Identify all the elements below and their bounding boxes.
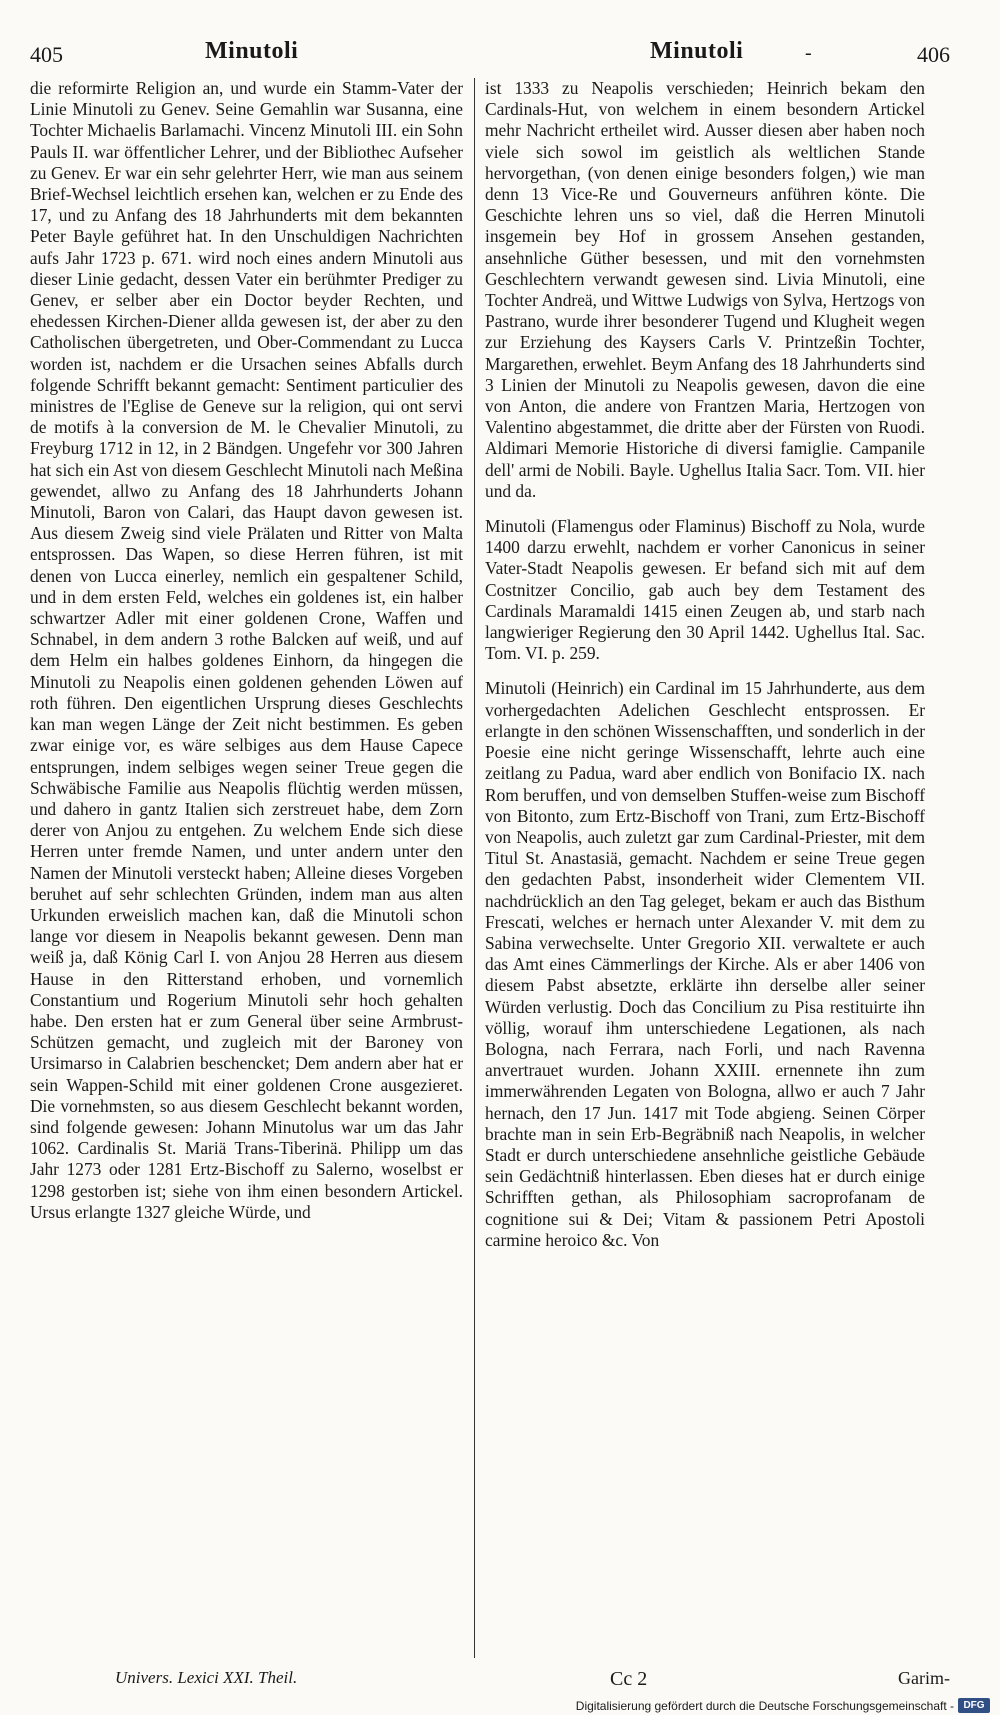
left-column (30, 78, 463, 1658)
entry-minutoli-heinrich: Minutoli (Heinrich) ein Cardinal im 15 Jahrhunderte, aus dem vorhergedachten Adelichen Geschlecht entsprossen. Er erlangte in den schönen Wissenschafften, und sonderlich in der Poesie eine nicht geringe Wissenschafft, lehrte auch eine zeitlang zu Padua, ward aber endlich von Bonifacio IX. nach Rom beruffen, und von demselben Stuffen-weise zum Bischoff von Bitonto, zum Ertz-Bischoff von Trani, zum Ertz-Bischoff von Neapolis, auch zuletzt gar zum Cardinal-Priester, mit dem Titul St. Anastasiä, gemacht. Nachdem er seine Treue gegen den gedachten Pabst, insonderheit wider Clementem VII. nachdrücklich an den Tag geleget, bekam er auch das Bisthum Frescati, welches er hernach unter Alexander V. mit dem zu Sabina verwechselte. Unter Gregorio XII. verwaltete er auch das Amt eines Cämmerlings der Kirche. Als er aber 1406 von diesem Pabst absetzte, erklärte ihn derselbe aller seiner Würden verlustig. Doch das Concilium zu Pisa restituirte ihn völlig, worauf ihm unterschiedene Legationen, als nach Bologna, nach Ferrara, nach Forli, und nach Ravenna anvertrauet wurden. Johann XXIII. ernennete ihn zum immerwährenden Legaten von Bologna, allwo er auch 7 Jahr hernach, den 17 Jun. 1417 mit Tode abgieng. Seinen Cörper brachte man in sein Erb-Begräbniß nach Neapolis, in welcher Stadt er durch unterschiedene ansehnliche geistliche Gebäude sein Gedächtniß hinterlassen. Eben dieses hat er durch einige Schrifften gethan, als Philosophiam sacroprofanam de cognitione sui & Dei; Vitam & passionem Petri Apostoli carmine heroico &c. Von (485, 678, 925, 1250)
volume-signature: Univers. Lexici XXI. Theil. (115, 1668, 298, 1687)
left-paragraph-1: die reformirte Religion an, und wurde ein Stamm-Vater der Linie Minutoli zu Genev. Seine Gemahlin war Susanna, eine Tochter Michaelis Barlamachi. Vincenz Minutoli III. ein Sohn Pauls II. war öffentlicher Lehrer, und der Bibliothec Aufseher zu Genev. Er war ein sehr gelehrter Herr, wie man aus seinem Brief-Wechsel leichtlich ersehen kan, welchen er zu Ende des 17, und zu Anfang des 18 Jahrhunderts mit dem bekannten Peter Bayle geführet hat. In den Unschuldigen Nachrichten aufs Jahr 1723 p. 671. wird noch eines andern Minutoli aus dieser Linie gedacht, dessen Vater ein berühmter Prediger zu Genev, er selber aber ein Doctor beyder Rechten, und ehedessen Kirchen-Diener allda gewesen ist, der aber zu den Catholischen übergetreten, und Ober-Commendant zu Lucca worden ist, nachdem er die Ursachen seines Abfalls durch folgende Schrifft bekannt gemacht: Sentiment particulier des ministres de l'Eglise de Geneve sur la religion, qui ont servi de motifs à la conversion de M. le Chevalier Minutoli, zu Freyburg 1712 in 12, in 2 Bändgen. Ungefehr vor 300 Jahren hat sich ein Ast von diesem Geschlecht Minutoli nach Meßina gewendet, allwo zu Anfang des 18 Jahrhunderts Johann Minutoli, Baron von Calari, das Haupt davon gewesen ist. Aus diesem Zweig sind viele Prälaten und Ritter von Malta entsprossen. Das Wapen, so diese Herren führen, ist mit denen von Lucca einerley, nemlich ein gespaltener Schild, und in dem ersten Feld, welches ein goldenes ist, ein halber schwartzer Adler mit einer goldenen Crone, Waffen und Schnabel, in dem andern 3 rothe Balcken auf weiß, und auf dem Helm ein halbes goldenes Einhorn, da hingegen die Minutoli zu Neapolis einen goldenen gehenden Löwen auf roth führen. Den eigentlichen Ursprung dieses Geschlechts kan man wegen Länge der Zeit nicht bestimmen. Es geben zwar einige vor, es wäre selbiges aus dem Hause Capece entsprungen, indem selbiges wegen seiner Treue gegen die Schwäbische Familie aus Neapolis flüchtig werden müssen, und dahero in gantz Italien sich zerstreuet habe, dem Zorn derer von Anjou zu entgehen. Zu welchem Ende sich diese Herren unter fremde Namen, und unter andern unter den Namen der Minutoli versteckt haben; Alleine dieses Vorgeben beruhet auf sehr schlechten Gründen, indem man aus alten Urkunden erweislich machen kan, daß die Minutoli schon lange vor diesem in Neapolis bekannt gewesen. Denn man weiß ja, daß König Carl I. von Anjou 28 Herren aus diesem Hause in den Ritterstand erhoben, und vornemlich Constantium und Rogerium Minutoli sehr hoch gehalten habe. Den ersten hat er zum General über seine Armbrust-Schützen gemacht, und zugleich mit der Baroney von Ursimarso in Calabrien beschencket; Dem andern aber hat er sein Wappen-Schild mit einer goldenen Crone ausgezieret. Die vornehmsten, so aus diesem Geschlecht bekannt worden, sind folgende gewesen: Johann Minutolus war um das Jahr 1062. Cardinalis St. Mariä Trans-Tiberinä. Philipp um das Jahr 1273 oder 1281 Ertz-Bischoff zu Salerno, woselbst er 1298 gestorben ist; siehe von ihm einen besondern Artickel. Ursus erlangte 1327 gleiche Würde, und (30, 78, 463, 1222)
page-footer (30, 1668, 950, 1698)
right-paragraph-1: ist 1333 zu Neapolis verschieden; Heinrich bekam den Cardinals-Hut, von welchem in einem besondern Artickel mehr Nachricht ertheilet wird. Ausser diesen aber haben noch viele sich sowol im geistlich als weltlichen Stande hervorgethan, (von denen einige besonders folgen,) wie man denn 13 Vice-Re und Gouverneurs anführen könte. Die Geschichte lehren uns so viel, daß die Herren Minutoli insgemein bey Hof in grossem Ansehen gestanden, ansehnliche Güther besessen, und mit den vornehmsten Geschlechtern verwandt gewesen sind. Livia Minutoli, eine Tochter Andreä, und Wittwe Ludwigs von Sylva, Hertzogs von Pastrano, wurde ihrer besonderer Tugend und Klugheit wegen zur Erziehung des Kaysers Carls V. Printzeßin Tochter, Margarethen, erwehlet. Beym Anfang des 18 Jahrhunderts sind 3 Linien der Minutoli zu Neapolis gewesen, davon die eine von Anton, die andere von Frantzen Maria, Hertzogen von Valentino abgestammet, die dritte aber der Fürsten von Ruodi. Aldimari Memorie Historiche di diversi famiglie. Campanile dell' armi de Nobili. Bayle. Ughellus Italia Sacr. Tom. VII. hier und da. (485, 78, 925, 501)
sheet-mark: Cc 2 (610, 1668, 648, 1690)
right-column (485, 78, 925, 1658)
header-dash: - (805, 42, 812, 64)
page-header (30, 38, 950, 78)
credit-text: Digitalisierung gefördert durch die Deutsche Forschungsgemeinschaft - (575, 1699, 954, 1713)
column-divider (474, 78, 475, 1658)
digitization-credit (30, 1698, 990, 1715)
catchword: Garim- (898, 1668, 950, 1688)
dfg-logo: DFG (958, 1698, 990, 1713)
right-page-number: 406 (917, 42, 950, 67)
entry-minutoli-flamengus: Minutoli (Flamengus oder Flaminus) Bischoff zu Nola, wurde 1400 darzu erwehlt, nachdem er vorher Canonicus in seiner Vater-Stadt Neapolis gewesen. Er befand sich mit auf dem Costnitzer Concilio, gab auch bey dem Testament des Cardinals Maramaldi 1415 einen Zeugen ab, und starb nach langwieriger Regierung den 30 April 1442. Ughellus Ital. Sac. Tom. VI. p. 259. (485, 516, 925, 664)
left-running-title: Minutoli (205, 38, 299, 64)
left-page-number: 405 (30, 42, 63, 67)
right-running-title: Minutoli (650, 38, 744, 64)
